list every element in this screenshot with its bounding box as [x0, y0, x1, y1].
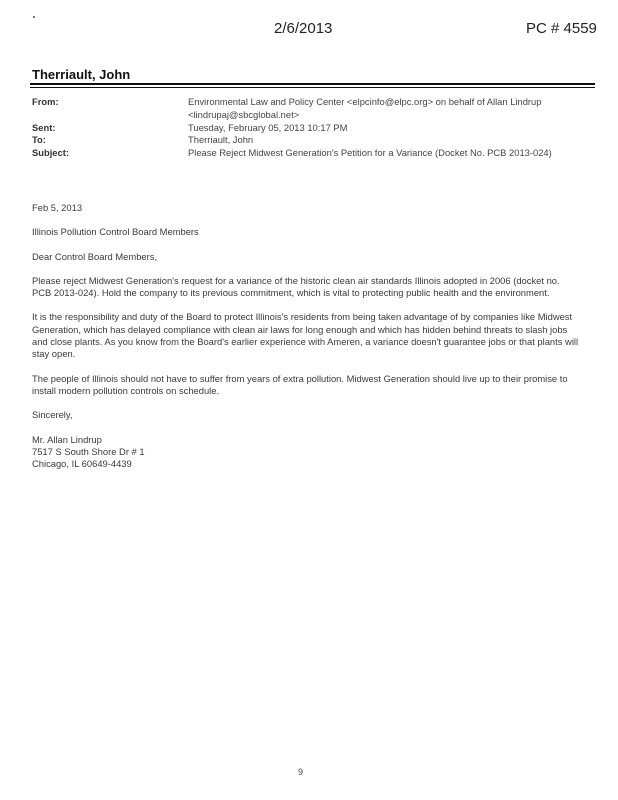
email-body — [32, 202, 580, 470]
header-value: Therriault, John — [188, 134, 254, 146]
header-row-sent — [32, 122, 592, 135]
sender-name: Therriault, John — [32, 67, 131, 82]
header-row-from — [32, 96, 592, 122]
page-number: 9 — [298, 767, 304, 777]
letter-paragraph: The people of Illinois should not have to suffer from years of extra pollution. Midwest Generation should live up to their promise to install modern pollution controls on schedule. — [32, 372, 568, 396]
letter-paragraph: Please reject Midwest Generation's request for a variance of the historic clean air standards Illinois adopted in 2006 (docket no. PCB 2013-024). Hold the company to its previous commitment, which is vital to protecting public health and the environment. — [32, 274, 560, 299]
header-rule-thin — [30, 87, 595, 88]
letter-closing: Sincerely, — [32, 409, 73, 421]
signature-city: Chicago, IL 60649-4439 — [32, 458, 132, 470]
header-rule — [30, 83, 595, 85]
scan-speck — [33, 16, 35, 18]
header-row-subject — [32, 147, 592, 160]
letter-recipient: Illinois Pollution Control Board Members — [32, 226, 199, 238]
letter-paragraph: It is the responsibility and duty of the Board to protect Illinois's residents from being taken advantage of by companies like Midwest Generation, which has delayed compliance with clean air laws for long enough and which has hidden behind threats to slash jobs and close plants. As you know from the Board's earlier experience with Ameren, a variance doesn't guarantee jobs or that plants will stay open. — [32, 311, 579, 360]
header-value: Environmental Law and Policy Center <elpcinfo@elpc.org> on behalf of Allan Lindrup <lindrupaj@sbcglobal.net> — [188, 96, 542, 120]
header-label: Subject: — [32, 147, 69, 159]
header-label: To: — [32, 134, 46, 146]
email-header — [32, 96, 592, 160]
header-label: From: — [32, 96, 59, 107]
header-row-to — [32, 134, 592, 147]
header-value: Please Reject Midwest Generation's Petition for a Variance (Docket No. PCB 2013-024) — [188, 147, 552, 159]
stamp-date: 2/6/2013 — [274, 20, 333, 37]
signature-address: 7517 S South Shore Dr # 1 — [32, 445, 145, 457]
signature-name: Mr. Allan Lindrup — [32, 433, 102, 445]
letter-date: Feb 5, 2013 — [32, 202, 83, 213]
letter-salutation: Dear Control Board Members, — [32, 250, 158, 262]
header-value: Tuesday, February 05, 2013 10:17 PM — [188, 121, 348, 133]
header-label: Sent: — [32, 121, 56, 133]
stamp-pc-number: PC # 4559 — [526, 20, 597, 37]
